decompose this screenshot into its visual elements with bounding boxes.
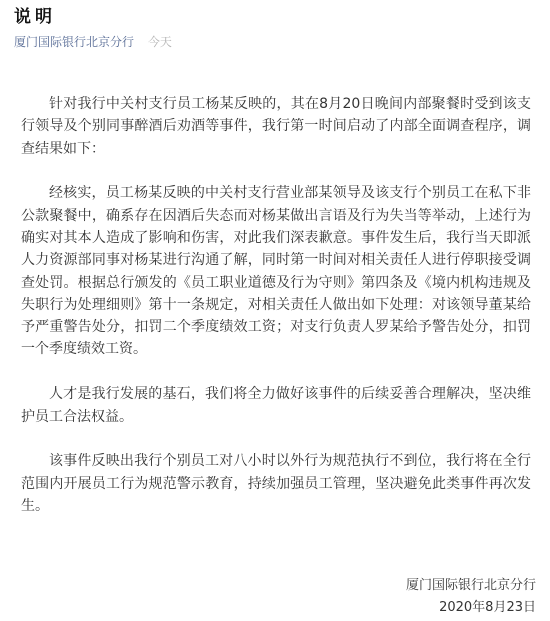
paragraph: 该事件反映出我行个别员工对八小时以外行为规范执行不到位，我行将在全行范围内开展员工行为规范警示教育，持续加强员工管理，坚决避免此类事件再次发生。 — [21, 453, 531, 514]
article-title: 说明 — [14, 7, 56, 27]
signature-date: 2020年8月23日 — [439, 600, 536, 615]
paragraph: 人才是我行发展的基石，我们将全力做好该事件的后续妥善合理解决，坚决维护员工合法权益。 — [21, 386, 531, 425]
signature-org: 厦门国际银行北京分行 — [405, 578, 536, 593]
publish-time: 今天 — [147, 35, 172, 49]
paragraph: 经核实，员工杨某反映的中关村支行营业部某领导及该支行个别员工在私下非公款聚餐中，确系存在因酒后失态而对杨某做出言语及行为失当等举动，上述行为确实对其本人造成了影响和伤害，对此我们深表歉意。事件发生后，我行当天即派人力资源部同事对杨某进行沟通了解，同时第一时间对相关责任人进行停职接受调查处罚。根据总行颁发的《员工职业道德及行为守则》第四条及《境内机构违规及失职行为处理细则》第十一条规定，对相关责任人做出如下处理：对该领导董某给予严重警告处分，扣罚二个季度绩效工资；对支行负责人罗某给予警告处分，扣罚一个季度绩效工资。 — [21, 185, 531, 358]
article-meta — [14, 34, 172, 50]
article-body — [21, 93, 531, 540]
signature-block — [406, 575, 536, 619]
paragraph: 针对我行中关村支行员工杨某反映的，其在8月20日晚间内部聚餐时受到该支行领导及个别同事醉酒后劝酒等事件，我行第一时间启动了内部全面调查程序，调查结果如下： — [21, 96, 531, 157]
account-name-link[interactable]: 厦门国际银行北京分行 — [14, 35, 135, 49]
